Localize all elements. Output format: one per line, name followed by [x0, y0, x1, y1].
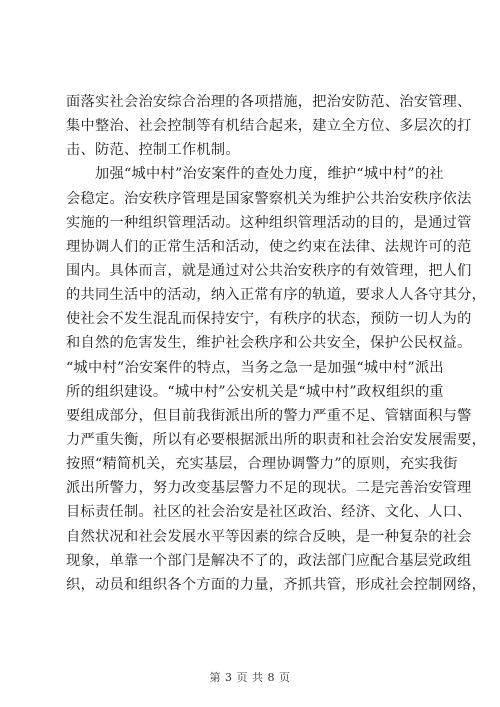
text-line: 派出所警力，努力改变基层警力不足的现状。二是完善治安管理 — [66, 480, 472, 497]
text-line: 按照“精简机关，充实基层，合理协调警力”的原则，充实我街 — [66, 456, 458, 473]
text-line: 实施的一种组织管理活动。这种组织管理活动的目的，是通过管 — [66, 214, 472, 231]
text-line: 使社会不发生混乱而保持安宁，有秩序的状态，预防一切人为的 — [66, 311, 472, 328]
text-line: 自然状况和社会发展水平等因素的综合反映，是一种复杂的社会 — [66, 528, 472, 545]
text-line: 所的组织建设。“城中村”公安机关是“城中村”政权组织的重 — [66, 383, 444, 400]
text-line: 现象，单靠一个部门是解决不了的，政法部门应配合基层党政组 — [66, 552, 472, 569]
text-line: 会稳定。治安秩序管理是国家警察机关为维护公共治安秩序依法 — [66, 190, 472, 207]
text-line: 击、防范、控制工作机制。 — [66, 142, 240, 159]
text-line: 围内。具体而言，就是通过对公共治安秩序的有效管理，把人们 — [66, 262, 472, 279]
text-line: 的共同生活中的活动，纳入正常有序的轨道，要求人人各守其分， — [66, 287, 487, 304]
page-number-footer: 第 3 页 共 8 页 — [209, 671, 291, 684]
text-line: 集中整治、社会控制等有机结合起来，建立全方位、多层次的打 — [66, 118, 472, 135]
text-line: 织，动员和组织各个方面的力量，齐抓共管，形成社会控制网络， — [66, 576, 487, 593]
paragraph-start-line: 加强“城中村”治安案件的查处力度，维护“城中村”的社 — [66, 166, 444, 183]
text-line: 理协调人们的正常生活和活动，使之约束在法律、法规许可的范 — [66, 238, 472, 255]
text-line: 力严重失衡，所以有必要根据派出所的职责和社会治安发展需要， — [66, 431, 487, 448]
text-line: 和自然的危害发生，维护社会秩序和公共安全，保护公民权益。 — [66, 335, 472, 352]
text-line: “城中村”治安案件的特点，当务之急一是加强“城中村”派出 — [66, 359, 444, 376]
document-body — [66, 90, 487, 597]
text-line: 目标责任制。社区的社会治安是社区政治、经济、文化、人口、 — [66, 504, 472, 521]
text-line: 面落实社会治安综合治理的各项措施，把治安防范、治安管理、 — [66, 94, 472, 110]
text-line: 要组成部分，但目前我街派出所的警力严重不足、管辖面积与警 — [66, 407, 472, 424]
